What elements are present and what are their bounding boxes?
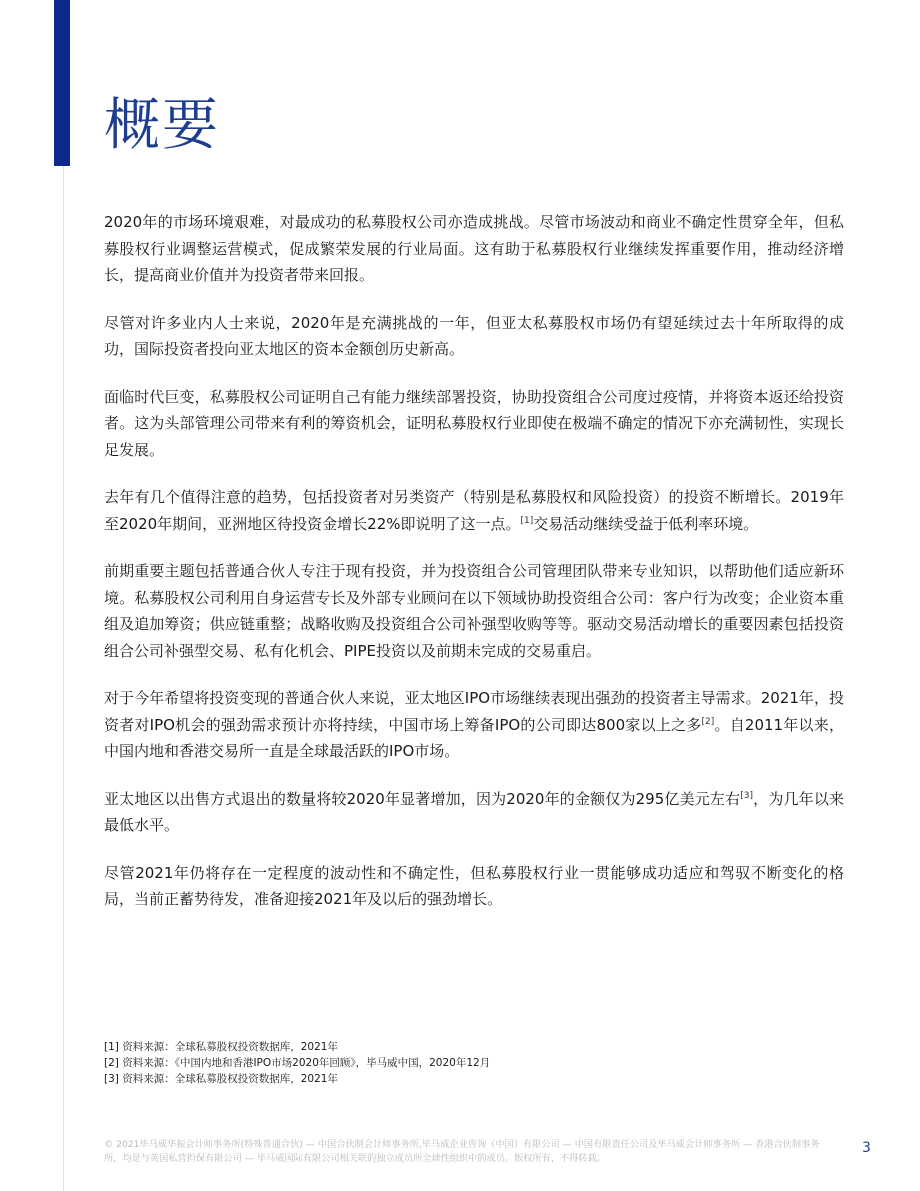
legal-notice: © 2021毕马威华振会计师事务所(特殊普通合伙) — 中国合伙制会计师事务所,毕马威企业咨询（中国）有限公司 — 中国有限责任公司及毕马威会计师事务所 — 香港合伙制事务所，均是与英国私营担保有限公司 — 毕马威国际有限公司相关联的独立成员所全球性组织中的成员。版权所有，不得转载。 xyxy=(104,1139,820,1164)
paragraph-text: 面临时代巨变，私募股权公司证明自己有能力继续部署投资，协助投资组合公司度过疫情，并将资本返还给投资者。这为头部管理公司带来有利的筹资机会，证明私募股权行业即使在极端不确定的情况下亦充满韧性，实现长足发展。 xyxy=(104,387,844,459)
paragraph xyxy=(104,209,844,289)
footnote: [2] 资料来源：《中国内地和香港IPO市场2020年回顾》，毕马威中国，2020年12月 xyxy=(104,1057,491,1069)
paragraph-text: 亚太地区以出售方式退出的数量将较2020年显著增加，因为2020年的金额仅为295亿美元左右 xyxy=(104,789,741,808)
paragraph-text: 前期重要主题包括普通合伙人专注于现有投资，并为投资组合公司管理团队带来专业知识，以帮助他们适应新环境。私募股权公司利用自身运营专长及外部专业顾问在以下领域协助投资组合公司：客户行为改变；企业资本重组及追加筹资；供应链重整；战略收购及投资组合公司补强型收购等等。驱动交易活动增长的重要因素包括投资组合公司补强型交易、私有化机会、PIPE投资以及前期未完成的交易重启。 xyxy=(104,562,844,660)
page-title: 概要 xyxy=(104,93,220,158)
paragraph xyxy=(104,310,844,363)
paragraph xyxy=(104,860,844,913)
footnote-ref[interactable]: [1] xyxy=(520,515,534,526)
paragraph-text: 尽管2021年仍将存在一定程度的波动性和不确定性，但私募股权行业一贯能够成功适应和驾驭不断变化的格局，当前正蓄势待发，准备迎接2021年及以后的强劲增长。 xyxy=(104,863,844,908)
footnote-ref[interactable]: [3] xyxy=(740,790,753,801)
paragraph xyxy=(104,786,844,839)
paragraph xyxy=(104,685,844,765)
footnotes xyxy=(104,1039,804,1087)
paragraph-text: 去年有几个值得注意的趋势，包括投资者对另类资产（特别是私募股权和风险投资）的投资不断增长。2019年至2020年期间，亚洲地区待投资金增长22%即说明了这一点。 xyxy=(104,488,844,533)
paragraph-text-continued: 。自2011年以来，中国内地和香港交易所一直是全球最活跃的IPO市场。 xyxy=(104,715,844,760)
paragraph-text: 对于今年希望将投资变现的普通合伙人来说，亚太地区IPO市场继续表现出强劲的投资者主导需求。2021年，投资者对IPO机会的强劲需求预计亦将持续，中国市场上筹备IPO的公司即达800家以上之多 xyxy=(104,689,844,734)
paragraph xyxy=(104,558,844,664)
page-number: 3 xyxy=(862,1140,871,1156)
accent-bar xyxy=(54,0,70,166)
paragraph-text-continued: 交易活动继续受益于低利率环境。 xyxy=(533,514,759,533)
footnote: [1] 资料来源：全球私募股权投资数据库，2021年 xyxy=(104,1041,338,1053)
paragraph-text-continued: ，为几年以来最低水平。 xyxy=(104,789,844,834)
body-text xyxy=(104,209,844,934)
footnote-ref[interactable]: [2] xyxy=(701,716,715,727)
paragraph xyxy=(104,484,844,537)
paragraph-text: 2020年的市场环境艰难，对最成功的私募股权公司亦造成挑战。尽管市场波动和商业不确定性贯穿全年，但私募股权行业调整运营模式，促成繁荣发展的行业局面。这有助于私募股权行业继续发挥重要作用，推动经济增长，提高商业价值并为投资者带来回报。 xyxy=(104,213,844,284)
page-margin-rule xyxy=(63,0,64,1191)
paragraph-text: 尽管对许多业内人士来说，2020年是充满挑战的一年，但亚太私募股权市场仍有望延续过去十年所取得的成功，国际投资者投向亚太地区的资本金额创历史新高。 xyxy=(104,313,844,358)
paragraph xyxy=(104,384,844,464)
footnote: [3] 资料来源：全球私募股权投资数据库，2021年 xyxy=(104,1073,338,1085)
